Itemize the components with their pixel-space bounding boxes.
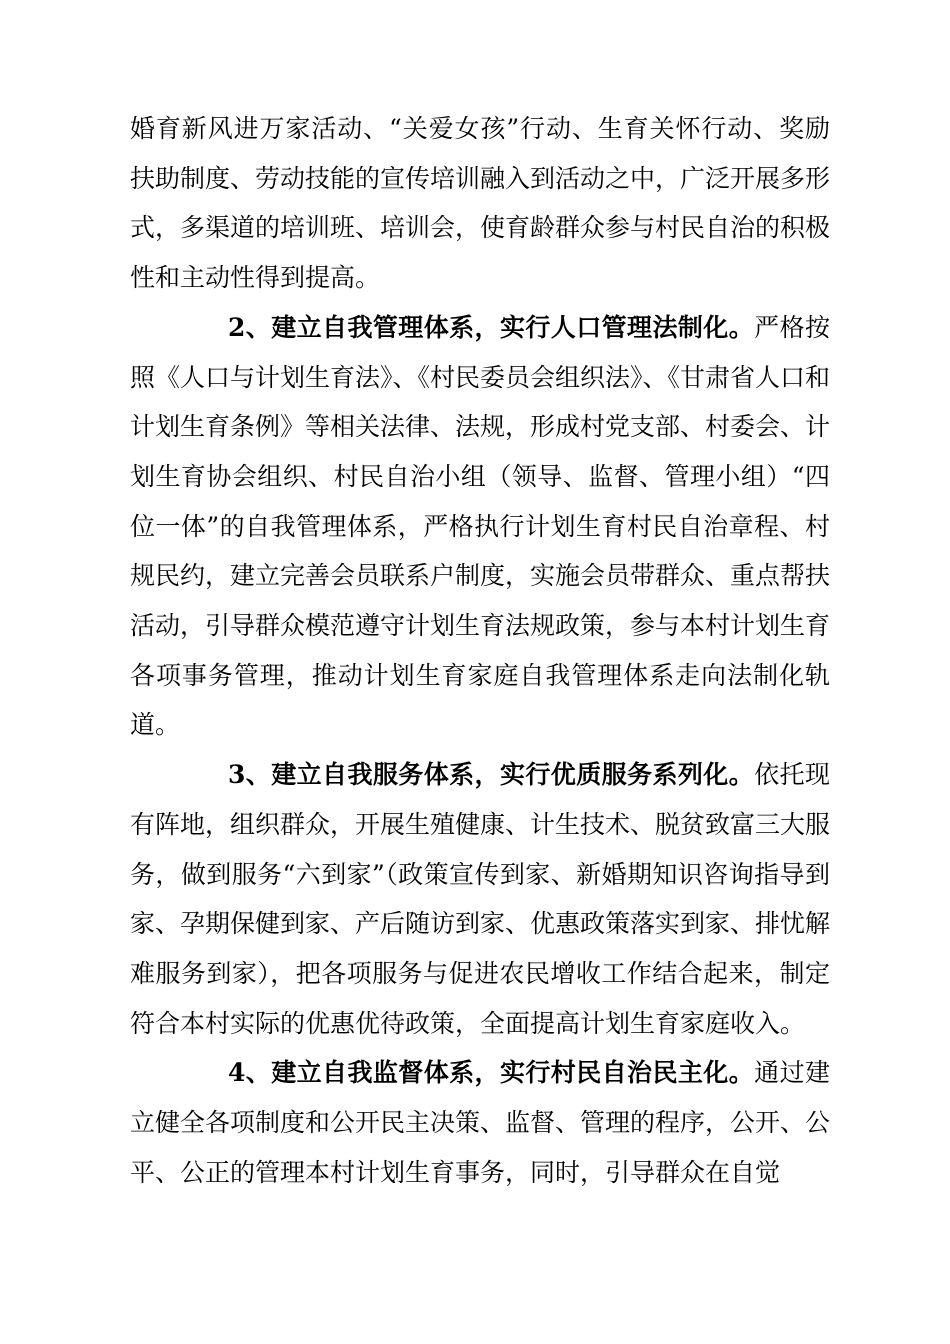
paragraph-4-heading: 4、建立自我监督体系，实行村民自治民主化。 <box>228 1058 755 1088</box>
paragraph-4-text: 通过建立健全各项制度和公开民主决策、监督、管理的程序，公开、公平、公正的管理本村计划生育事务，同时，引导群众在自觉 <box>130 1058 831 1187</box>
paragraph-2-heading: 2、建立自我管理体系，实行人口管理法制化。 <box>228 312 755 342</box>
paragraph-4 <box>130 1048 830 1197</box>
paragraph-3-text: 依托现有阵地，组织群众，开展生殖健康、计生技术、脱贫致富三大服务，做到服务“六到家”（政策宣传到家、新婚期知识咨询指导到家、孕期保健到家、产后随访到家、优惠政策落实到家、排忧解难服务到家），把各项服务与促进农民增收工作结合起来，制定符合本村实际的优惠优待政策，全面提高计划生育家庭收入。 <box>130 760 831 1038</box>
paragraph-1-text: 婚育新风进万家活动、“关爱女孩”行动、生育关怀行动、奖励扶助制度、劳动技能的宣传培训融入到活动之中，广泛开展多形式，多渠道的培训班、培训会，使育龄群众参与村民自治的积极性和主动性得到提高。 <box>130 114 831 293</box>
paragraph-2-text: 严格按照《人口与计划生育法》、《村民委员会组织法》、《甘肃省人口和计划生育条例》等相关法律、法规，形成村党支部、村委会、计划生育协会组织、村民自治小组（领导、监督、管理小组）“四位一体”的自我管理体系，严格执行计划生育村民自治章程、村规民约，建立完善会员联系户制度，实施会员带群众、重点帮扶活动，引导群众模范遵守计划生育法规政策，参与本村计划生育各项事务管理，推动计划生育家庭自我管理体系走向法制化轨道。 <box>130 312 831 740</box>
paragraph-3-heading: 3、建立自我服务体系，实行优质服务系列化。 <box>228 760 755 790</box>
paragraph-3 <box>130 750 830 1048</box>
paragraph-1 <box>130 104 830 303</box>
paragraph-2 <box>130 303 830 750</box>
document-page <box>130 104 830 1197</box>
